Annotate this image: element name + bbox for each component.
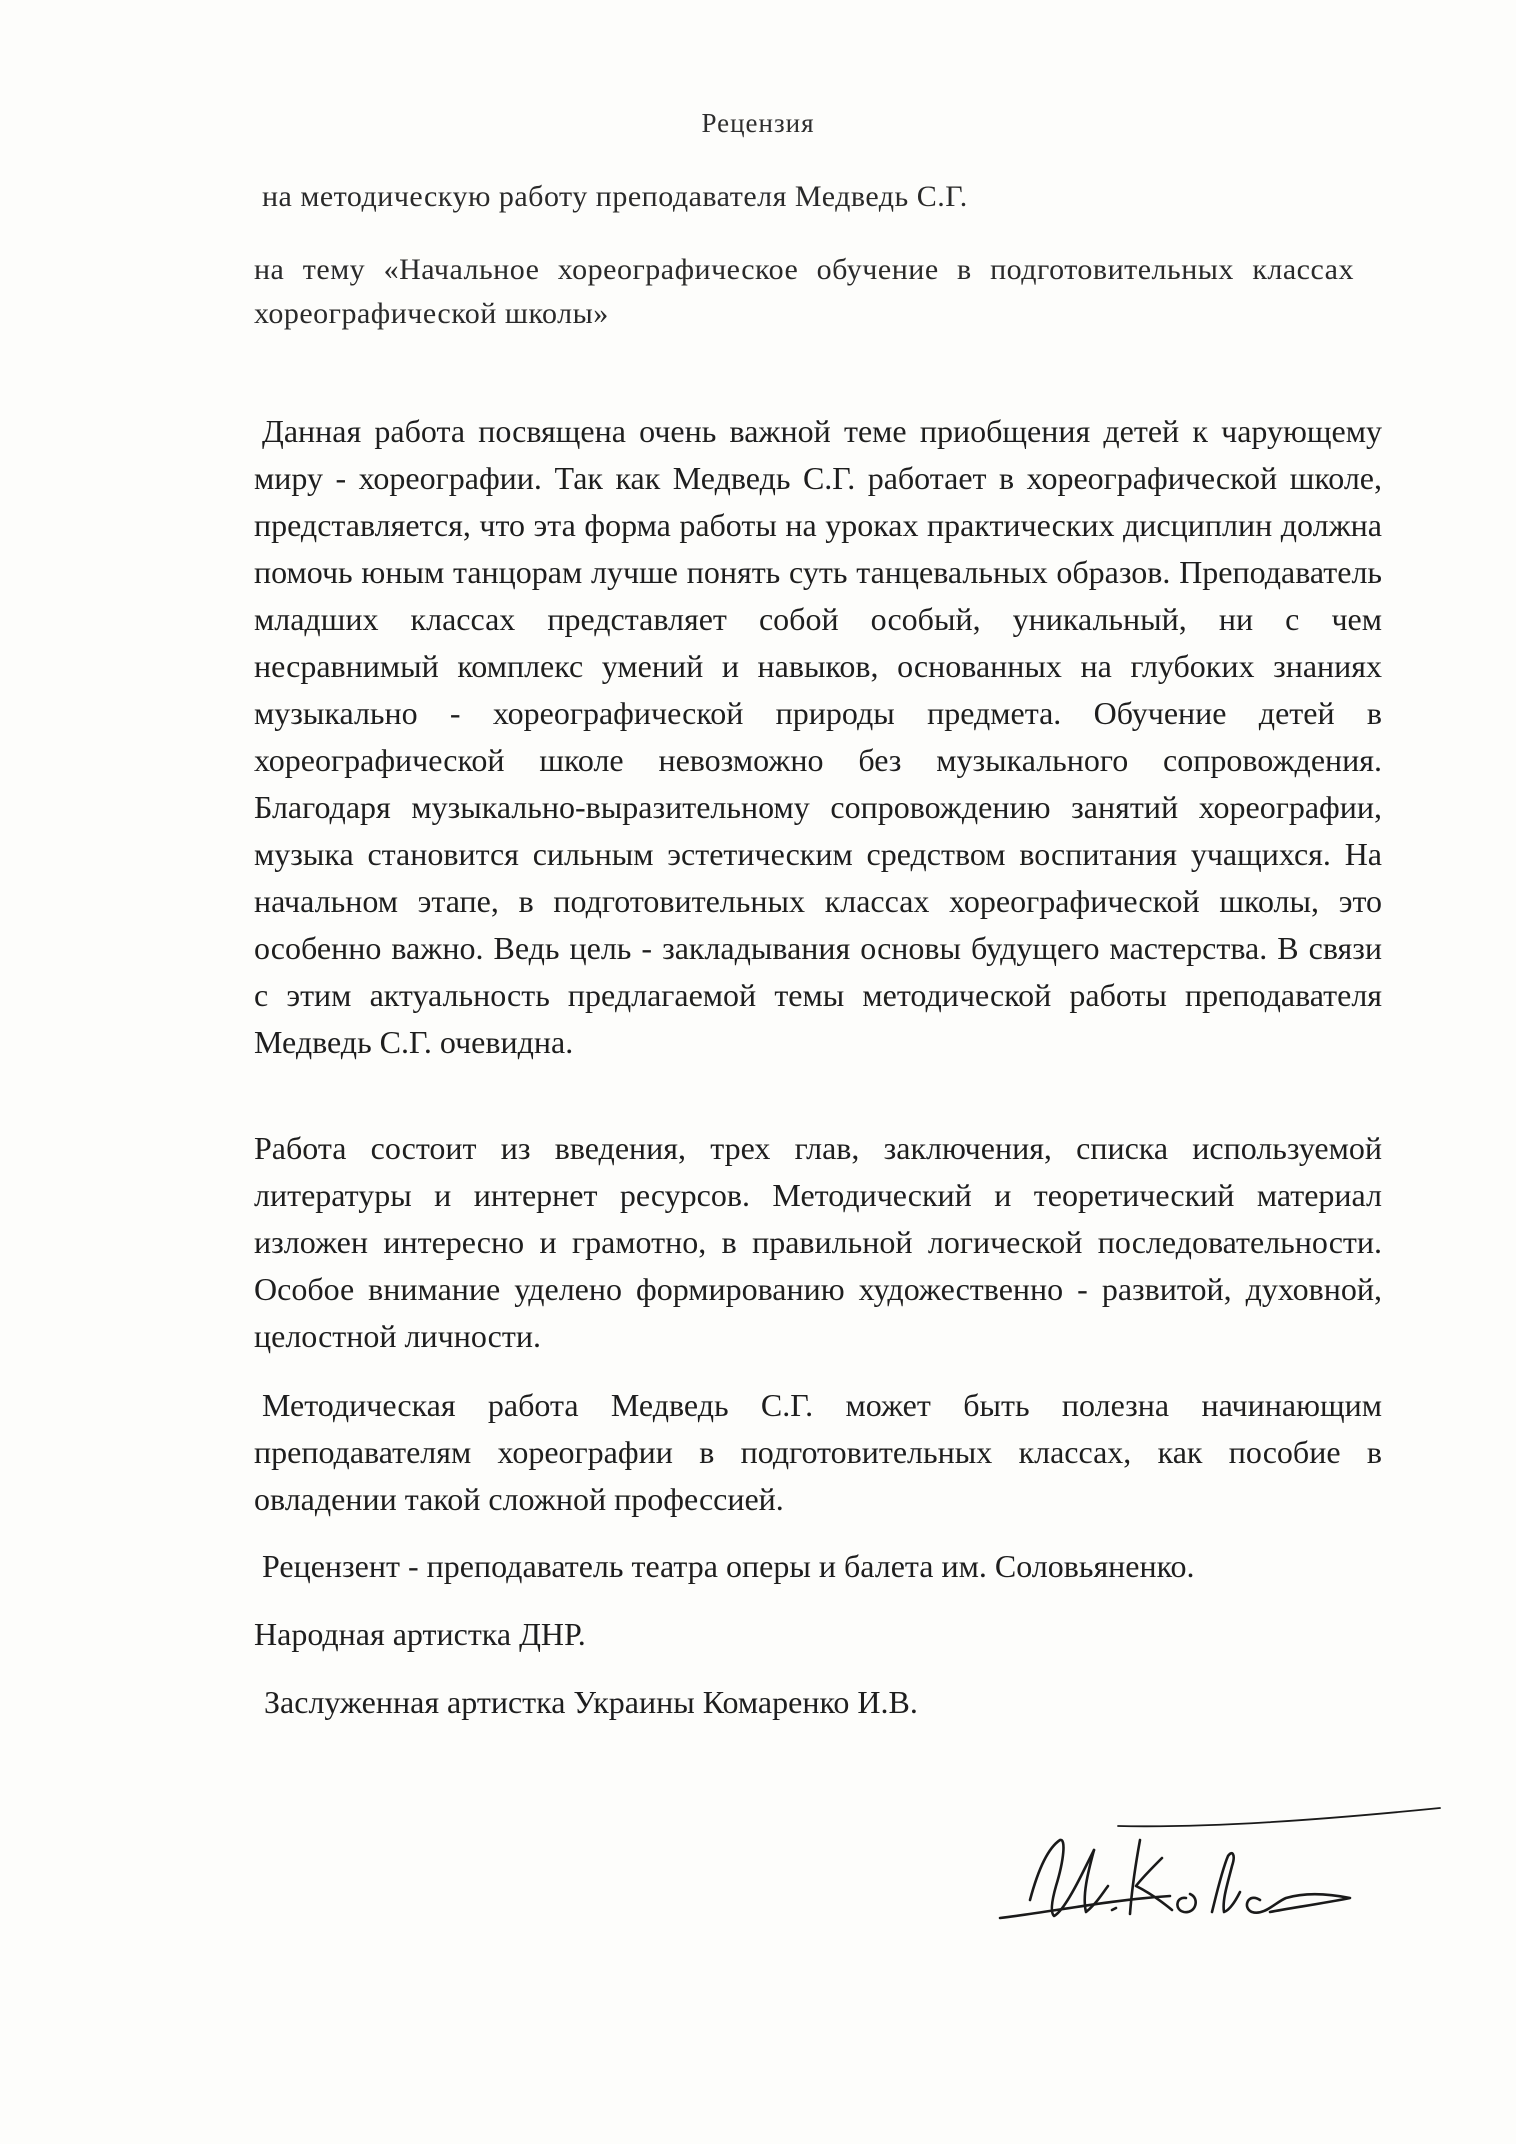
review-paragraph-1: Данная работа посвящена очень важной теме приобщения детей к чарующему миру - хореографии. Так как Медведь С.Г. работает в хореографической школе, представляется, что эта форма работы на уроках практических дисциплин должна помочь юным танцорам лучше понять суть танцевальных образов. Преподаватель младших классах представляет собой особый, уникальный, ни с чем несравнимый комплекс умений и навыков, основанных на глубоких знаниях музыкально - хореографической природы предмета. Обучение детей в хореографической школе невозможно без музыкального сопровождения. Благодаря музыкально-выразительному сопровождению занятий хореографии, музыка становится сильным эстетическим средством воспитания учащихся. На начальном этапе, в подготовительных классах хореографической школы, это особенно важно. Ведь цель - закладывания основы будущего мастерства. В связи с этим актуальность предлагаемой темы методической работы преподавателя Медведь С.Г. очевидна. <box>254 413 1382 1060</box>
reviewer-line: Рецензент - преподаватель театра оперы и балета им. Соловьяненко. <box>262 1548 1195 1584</box>
reviewer-title-1: Народная артистка ДНР. <box>254 1616 586 1652</box>
handwritten-signature <box>990 1800 1470 1950</box>
document-title: Рецензия <box>701 108 815 138</box>
document-topic: на тему «Начальное хореографическое обучение в подготовительных классах хореографической школы» <box>254 253 1354 330</box>
document-subtitle: на методическую работу преподавателя Медведь С.Г. <box>262 180 968 213</box>
reviewer-title-2: Заслуженная артистка Украины Комаренко И.В. <box>264 1684 918 1720</box>
review-paragraph-3: Методическая работа Медведь С.Г. может быть полезна начинающим преподавателям хореографии в подготовительных классах, как пособие в овладении такой сложной профессией. <box>254 1387 1382 1517</box>
review-paragraph-2: Работа состоит из введения, трех глав, заключения, списка используемой литературы и интернет ресурсов. Методический и теоретический материал изложен интересно и грамотно, в правильной логической последовательности. Особое внимание уделено формированию художественно - развитой, духовной, целостной личности. <box>254 1130 1382 1354</box>
